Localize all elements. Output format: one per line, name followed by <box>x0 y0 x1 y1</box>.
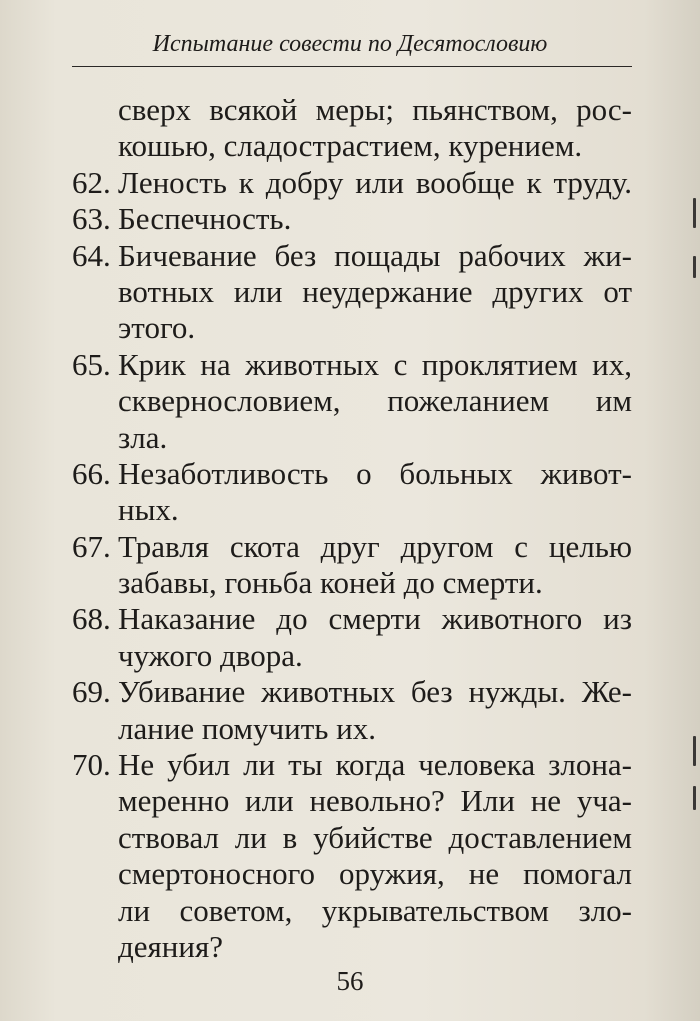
item-number <box>72 929 118 965</box>
text-line <box>72 638 632 674</box>
item-number: 66. <box>72 455 111 491</box>
page-body <box>72 92 632 965</box>
text-line <box>72 929 632 965</box>
item-number: 69. <box>72 674 111 710</box>
text-line <box>72 128 632 164</box>
line-text: забавы, гоньба коней до смерти. <box>118 565 543 601</box>
item-number <box>72 856 118 892</box>
line-text: Не убил ли ты когда человека злона- <box>118 747 632 783</box>
item-number: 65. <box>72 346 111 382</box>
item-number <box>72 128 118 164</box>
item-number: 68. <box>72 601 111 637</box>
item-number <box>72 565 118 601</box>
line-text: Травля скота друг другом с целью <box>118 528 632 564</box>
item-number: 64. <box>72 237 111 273</box>
item-number <box>72 893 118 929</box>
text-line <box>72 565 632 601</box>
item-number <box>72 274 118 310</box>
text-line <box>72 529 632 565</box>
text-line <box>72 420 632 456</box>
line-text: Незаботливость о больных живот- <box>118 455 632 491</box>
item-number <box>72 492 118 528</box>
line-text: Убивание животных без нужды. Же- <box>118 674 632 710</box>
item-number <box>72 420 118 456</box>
text-line <box>72 711 632 747</box>
text-line <box>72 238 632 274</box>
item-number <box>72 820 118 856</box>
item-number <box>72 310 118 346</box>
line-text: Леность к добру или вообще к труду. <box>118 164 632 200</box>
text-line <box>72 165 632 201</box>
binding-mark <box>693 786 696 810</box>
text-line <box>72 674 632 710</box>
text-line <box>72 783 632 819</box>
text-line <box>72 92 632 128</box>
line-text: вотных или неудержание других от <box>118 273 632 309</box>
line-text: кошью, сладострастием, курением. <box>118 128 583 164</box>
line-text: Наказание до смерти животного из <box>118 601 632 637</box>
text-line <box>72 820 632 856</box>
line-text: сверх всякой меры; пьянством, рос- <box>118 92 632 127</box>
line-text: Бичевание без пощады рабочих жи- <box>118 237 632 273</box>
line-text: этого. <box>118 310 196 346</box>
binding-mark <box>693 736 696 766</box>
text-line <box>72 856 632 892</box>
item-number <box>72 711 118 747</box>
text-line <box>72 601 632 637</box>
header-rule <box>72 66 632 67</box>
line-text: ли советом, укрывательством зло- <box>118 892 632 928</box>
line-text: ных. <box>118 492 179 528</box>
line-text: Крик на животных с проклятием их, <box>118 346 632 382</box>
line-text: ствовал ли в убийстве доставлением <box>118 819 632 855</box>
line-text: чужого двора. <box>118 637 303 673</box>
text-line <box>72 201 632 237</box>
item-number <box>72 638 118 674</box>
binding-mark <box>693 198 696 228</box>
line-text: Беспечность. <box>118 201 292 237</box>
item-number <box>72 92 118 128</box>
item-number <box>72 783 118 819</box>
text-line <box>72 747 632 783</box>
line-text: сквернословием, пожеланием им <box>118 383 632 419</box>
text-line <box>72 347 632 383</box>
item-number: 62. <box>72 164 111 200</box>
item-number: 63. <box>72 201 111 237</box>
text-line <box>72 383 632 419</box>
running-header: Испытание совести по Десятословию <box>152 31 548 57</box>
text-line <box>72 893 632 929</box>
item-number: 67. <box>72 528 111 564</box>
text-line <box>72 456 632 492</box>
page-number: 56 <box>336 966 364 996</box>
text-line <box>72 274 632 310</box>
line-text: смертоносного оружия, не помогал <box>118 856 632 892</box>
text-line <box>72 492 632 528</box>
text-line <box>72 310 632 346</box>
binding-mark <box>693 256 696 278</box>
line-text: зла. <box>118 419 168 455</box>
line-text: деяния? <box>118 928 223 964</box>
item-number <box>72 383 118 419</box>
line-text: лание помучить их. <box>118 710 376 746</box>
line-text: меренно или невольно? Или не уча- <box>118 783 632 819</box>
item-number: 70. <box>72 747 111 783</box>
